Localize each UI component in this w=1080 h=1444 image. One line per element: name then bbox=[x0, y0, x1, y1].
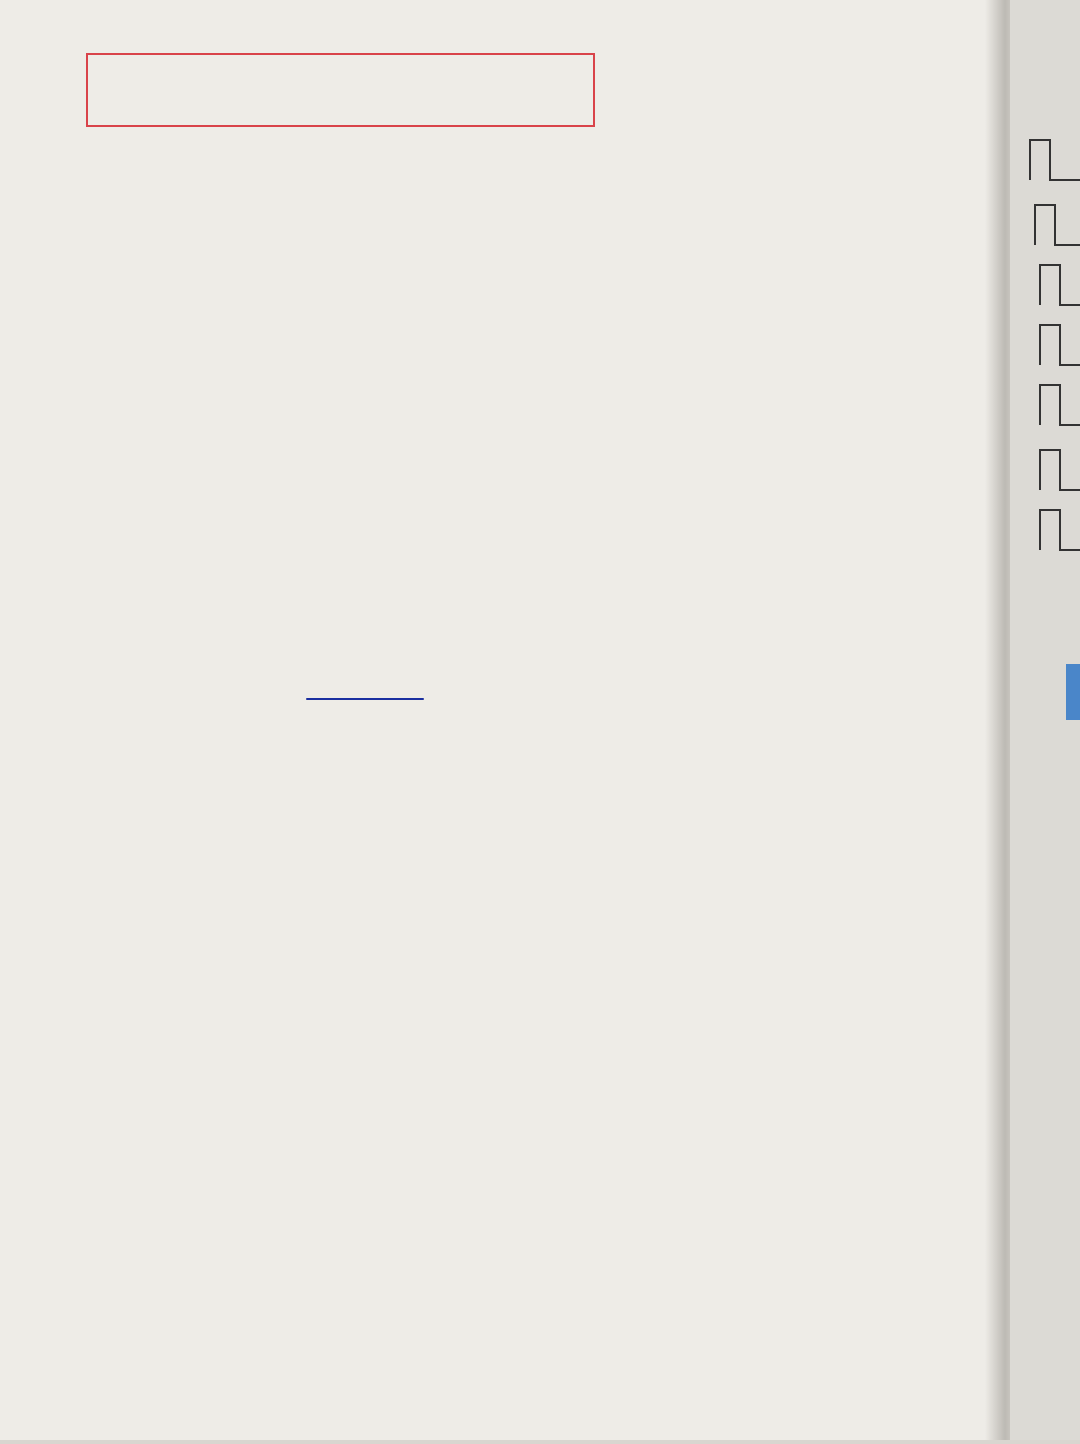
flutter-ratio-box bbox=[86, 53, 595, 127]
next-page-calibration-marks bbox=[1010, 0, 1080, 1440]
next-page-edge bbox=[1010, 0, 1080, 1440]
page-tab-marker bbox=[1066, 664, 1080, 720]
bottom-ecg-svg bbox=[40, 820, 1000, 1430]
bottom-ecg-figure bbox=[40, 820, 1000, 1430]
stem-underline bbox=[306, 698, 424, 700]
